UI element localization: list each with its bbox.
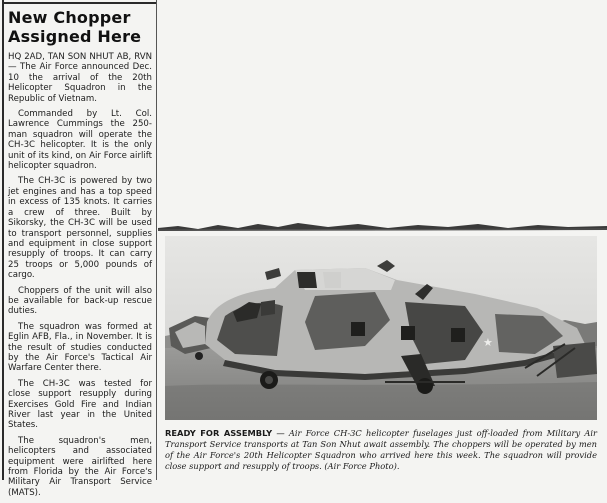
caption-text: — Air Force CH-3C helicopter fuselages just off-loaded from Military Air Transport Service transports at Tan Son Nhut await assembly. The choppers will be operated by men of the Air Force's 20th Helicopter Squadron who arrived here this week. The squadron will provide close support and resupply of troops. (Air Force Photo). xyxy=(165,428,598,471)
article-body xyxy=(8,52,152,498)
article-paragraph: The CH-3C is powered by two jet engines and has a top speed in excess of 135 knots. It carries a crew of three. Built by Sikorsky, the CH-3C will be used to transport personnel, supplies and equipment in close support resupply of troops. It can carry 25 troops or 5,000 pounds of cargo. xyxy=(8,176,152,281)
helicopter-photo xyxy=(165,236,597,420)
article-paragraph-dateline: HQ 2AD, TAN SON NHUT AB, RVN — The Air Force announced Dec. 10 the arrival of the 20th Helicopter Squadron in the Republic of Vietnam. xyxy=(8,52,152,104)
top-border-rule xyxy=(2,2,157,4)
helicopter-illustration xyxy=(165,236,597,420)
article-paragraph: The squadron was formed at Eglin AFB, Fla., in November. It is the result of studies conducted by the Air Force's Tactical Air Warfare Center there. xyxy=(8,321,152,374)
column-divider xyxy=(156,0,157,480)
caption-lead: READY FOR ASSEMBLY xyxy=(165,428,273,438)
photo-caption xyxy=(165,428,597,472)
article-paragraph: The CH-3C was tested for close support resupply during Exercises Gold Fire and Indian River last year in the United States. xyxy=(8,378,152,431)
article-paragraph: Commanded by Lt. Col. Lawrence Cummings the 250-man squadron will operate the CH-3C helicopter. It is the only unit of its kind, on Air Force airlift helicopter squadron. xyxy=(8,109,152,172)
torn-paper-edge xyxy=(158,218,607,234)
article-paragraph: The squadron's men, helicopters and associated equipment were airlifted here from Florida by the Air Force's Military Air Transport Service (MATS). xyxy=(8,435,152,498)
article-headline: New Chopper Assigned Here xyxy=(8,8,142,46)
tail-star-marking: ★ xyxy=(483,336,493,349)
news-article xyxy=(8,8,152,503)
article-paragraph: Choppers of the unit will also be available for back-up rescue duties. xyxy=(8,285,152,317)
left-border-rule xyxy=(2,0,4,480)
